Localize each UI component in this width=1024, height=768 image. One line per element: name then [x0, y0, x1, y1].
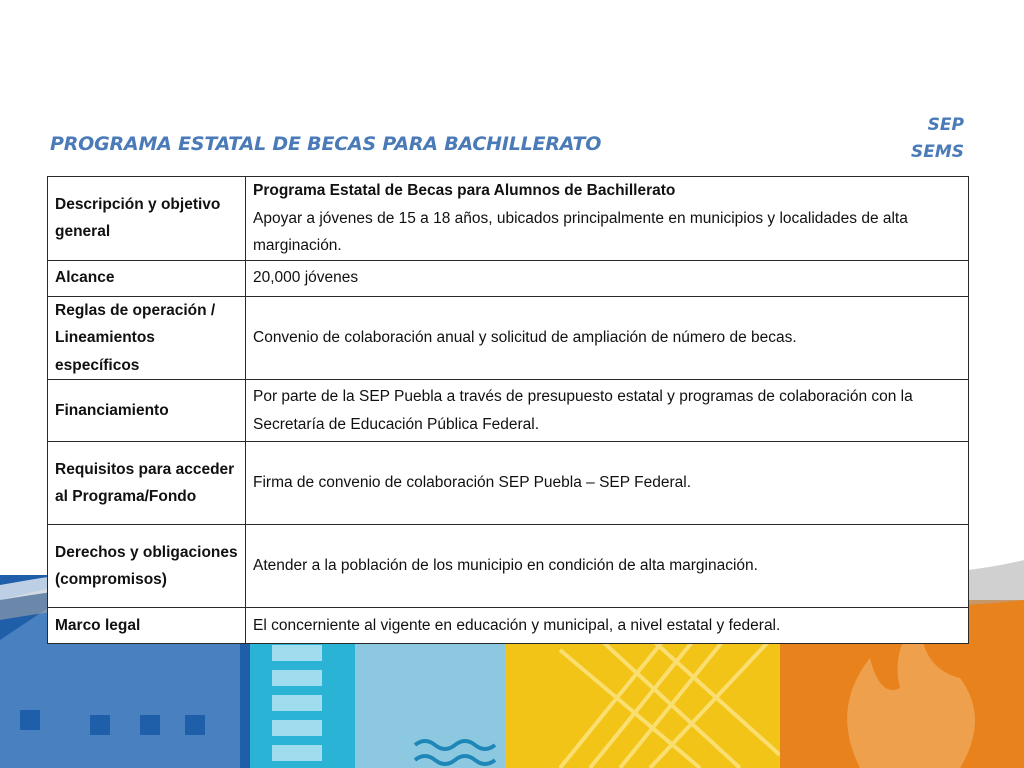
table-row: [48, 177, 969, 261]
row-label: Derechos y obligaciones (compromisos): [48, 525, 246, 608]
table-row: [48, 380, 969, 442]
row-value: Atender a la población de los municipio en condición de alta marginación.: [246, 525, 969, 608]
program-name: Programa Estatal de Becas para Alumnos de Bachillerato: [253, 182, 676, 199]
program-info-table: [47, 176, 969, 644]
table-row: [48, 442, 969, 525]
table-row: [48, 608, 969, 644]
table-row: [48, 525, 969, 608]
row-label: Reglas de operación / Lineamientos específicos: [48, 296, 246, 380]
row-value: El concerniente al vigente en educación y municipal, a nivel estatal y federal.: [246, 608, 969, 644]
row-label: Descripción y objetivo general: [48, 177, 246, 261]
row-label: Marco legal: [48, 608, 246, 644]
page-title: PROGRAMA ESTATAL DE BECAS PARA BACHILLERATO: [50, 133, 602, 155]
row-value: Por parte de la SEP Puebla a través de presupuesto estatal y programas de colaboración con la Secretaría de Educación Pública Federal.: [246, 380, 969, 442]
table-row: [48, 260, 969, 296]
org-line-sep: SEP: [927, 115, 964, 135]
row-label: Requisitos para acceder al Programa/Fondo: [48, 442, 246, 525]
row-label: Alcance: [48, 260, 246, 296]
organization-label: [911, 112, 964, 166]
table-row: [48, 296, 969, 380]
row-value-text: Apoyar a jóvenes de 15 a 18 años, ubicados principalmente en municipios y localidades de alta marginación.: [253, 209, 908, 254]
row-value: Convenio de colaboración anual y solicitud de ampliación de número de becas.: [246, 296, 969, 380]
row-value: Firma de convenio de colaboración SEP Puebla – SEP Federal.: [246, 442, 969, 525]
row-label: Financiamiento: [48, 380, 246, 442]
row-value: 20,000 jóvenes: [246, 260, 969, 296]
org-line-sems: SEMS: [910, 142, 964, 162]
row-value: [246, 177, 969, 261]
